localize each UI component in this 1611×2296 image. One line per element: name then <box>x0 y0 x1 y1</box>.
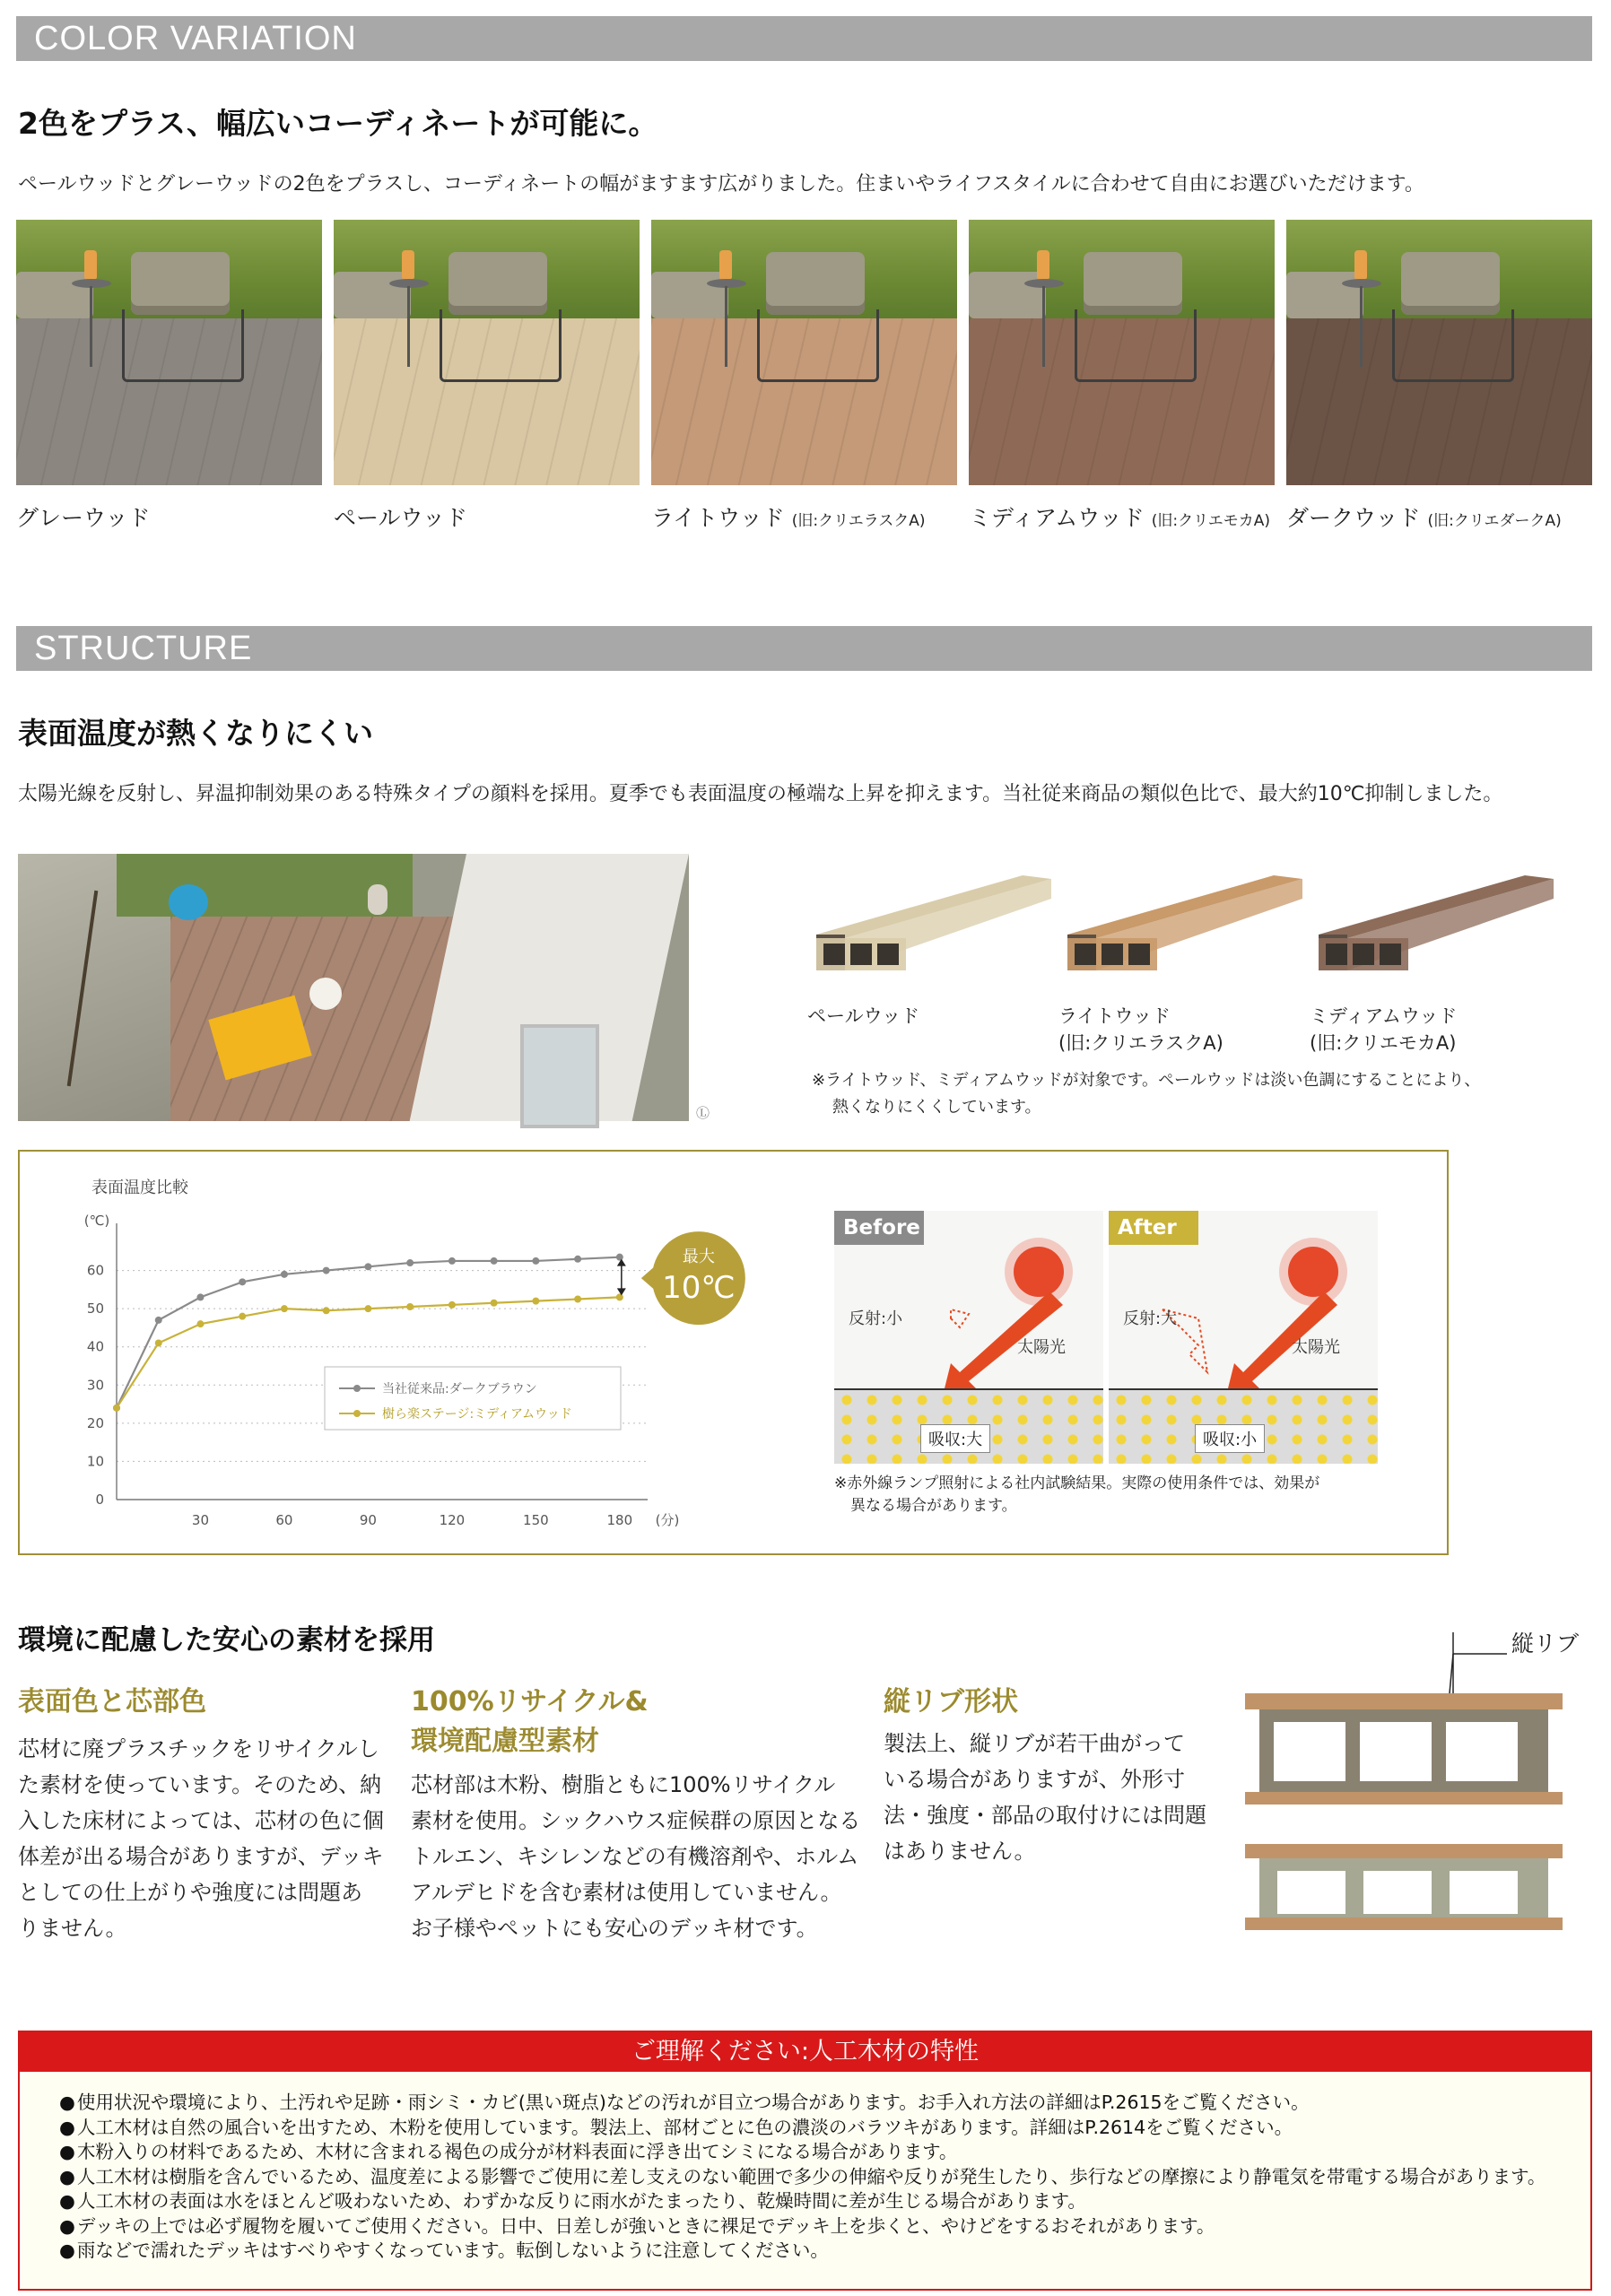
photo-mark: Ⓛ <box>696 1105 710 1121</box>
swatch-note: (旧:クリエラスクA) <box>791 512 926 530</box>
temperature-comparison-box <box>18 1150 1449 1555</box>
data-point <box>574 1256 581 1263</box>
notice-item: ● 木粉入りの材料であるため、木材に含まれる褐色の成分が材料表面に浮き出てシミになる場合があります。 <box>59 2140 1546 2165</box>
notice-box <box>18 2031 1592 2291</box>
bottle <box>1354 250 1367 279</box>
before-absorb-label: 吸収:大 <box>920 1424 990 1453</box>
bottle <box>84 250 97 279</box>
structure-heading: 表面温度が熱くなりにくい <box>18 716 373 751</box>
legend-label: 樹ら楽ステージ:ミディアムウッド <box>382 1407 572 1422</box>
data-point <box>113 1405 120 1412</box>
chair-frame <box>1075 309 1197 382</box>
x-tick-label: 120 <box>439 1512 466 1528</box>
chair-frame <box>757 309 879 382</box>
data-point <box>406 1303 414 1310</box>
x-tick-label: 90 <box>359 1512 377 1528</box>
col2-line: 素材を使用。シックハウス症候群の原因となる <box>411 1808 861 1833</box>
col3-line: はありません。 <box>884 1839 1036 1864</box>
after-tag: After <box>1109 1211 1198 1245</box>
col2-title-1: 100%リサイクル& <box>411 1686 649 1718</box>
section-header-color-variation: COLOR VARIATION <box>16 16 1592 61</box>
plank-note: (旧:クリエラスクA) <box>1058 1032 1223 1054</box>
chart-title: 表面温度比較 <box>91 1178 188 1197</box>
round-table <box>309 978 342 1010</box>
swatch-photo <box>16 220 322 485</box>
data-point <box>532 1298 539 1305</box>
notice-item: ● 雨などで濡れたデッキはすべりやすくなっています。転倒しないように注意してください。 <box>59 2239 1546 2264</box>
plank-name: ミディアムウッド <box>1310 1005 1458 1027</box>
swatch-photo <box>334 220 640 485</box>
table-leg <box>725 286 727 367</box>
sun-icon <box>1288 1247 1338 1297</box>
window <box>520 1024 599 1128</box>
table-leg <box>407 286 410 367</box>
data-point <box>196 1320 204 1327</box>
legend-label: 当社従来品:ダークブラウン <box>382 1382 537 1396</box>
data-point <box>323 1307 330 1314</box>
x-axis-unit: (分) <box>655 1512 680 1528</box>
table-leg <box>1042 286 1045 367</box>
x-tick-label: 60 <box>275 1512 293 1528</box>
data-point <box>281 1305 288 1312</box>
test-note-2: 異なる場合があります。 <box>850 1497 1017 1515</box>
data-point <box>196 1293 204 1300</box>
notice-title: ご理解ください:人工木材の特性 <box>20 2032 1590 2072</box>
rib-label: 縦リブ <box>1511 1631 1580 1657</box>
data-point <box>448 1257 456 1265</box>
plank-label <box>807 1003 919 1030</box>
notice-item: ● 人工木材は自然の風合いを出すため、木粉を使用しています。製法上、部材ごとに色の濃淡のバラツキがあります。詳細はP.2614をご覧ください。 <box>59 2116 1546 2141</box>
col2-line: お子様やペットにも安心のデッキ材です。 <box>411 1916 818 1941</box>
notice-item: ● 使用状況や環境により、土汚れや足跡・雨シミ・カビ(黒い斑点)などの汚れが目立つ場合があります。お手入れ方法の詳細はP.2615をご覧ください。 <box>59 2091 1546 2116</box>
bottle <box>1037 250 1049 279</box>
data-point <box>406 1259 414 1266</box>
notice-item: ● デッキの上では必ず履物を履いてご使用ください。日中、日差しが強いときに裸足でデッキ上を歩くと、やけどをするおそれがあります。 <box>59 2214 1546 2239</box>
materials-heading: 環境に配慮した安心の素材を採用 <box>18 1624 435 1657</box>
deck-scene-photo <box>18 854 689 1121</box>
y-tick-label: 50 <box>86 1300 104 1318</box>
col1-line: 芯材に廃プラスチックをリサイクルし <box>18 1736 379 1761</box>
swatch-photo <box>651 220 957 485</box>
before-tag: Before <box>834 1211 924 1245</box>
col3-line: 法・強度・部品の取付けには問題 <box>884 1803 1206 1828</box>
lounge-chair <box>448 252 547 315</box>
swatch-caption <box>651 500 926 533</box>
y-tick-label: 60 <box>86 1262 104 1279</box>
swatch-photo <box>969 220 1275 485</box>
chair-frame <box>122 309 244 382</box>
col1-line: りません。 <box>18 1916 127 1941</box>
table-leg <box>1360 286 1363 367</box>
col1-title: 表面色と芯部色 <box>18 1686 206 1718</box>
rib-section-lower <box>1245 1844 1563 1930</box>
color-variation-lead: ペールウッドとグレーウッドの2色をプラスし、コーディネートの幅がますます広がりました。住まいやライフスタイルに合わせて自由にお選びいただけます。 <box>18 173 1424 196</box>
data-point <box>239 1313 246 1320</box>
plank-name: ライトウッド <box>1058 1005 1171 1027</box>
x-tick-label: 150 <box>523 1512 549 1528</box>
col2-line: 芯材部は木粉、樹脂ともに100%リサイクル <box>411 1772 836 1797</box>
data-point <box>616 1254 623 1261</box>
x-tick-label: 180 <box>606 1512 633 1528</box>
col3-line: いる場合がありますが、外形寸 <box>884 1767 1185 1792</box>
before-panel <box>834 1211 1103 1462</box>
col2-line: アルデヒドを含む素材は使用していません。 <box>411 1880 842 1905</box>
col2-title-2: 環境配慮型素材 <box>411 1726 599 1757</box>
color-variation-heading: 2色をプラス、幅広いコーディネートが可能に。 <box>18 106 658 141</box>
test-note-1: ※赤外線ランプ照射による社内試験結果。実際の使用条件では、効果が <box>834 1474 1320 1492</box>
swatch-note: (旧:クリエダークA) <box>1427 512 1562 530</box>
legend-swatch-dot <box>353 1410 361 1417</box>
badge-top-label: 最大 <box>682 1248 715 1267</box>
notice-item: ● 人工木材は樹脂を含んでいるため、温度差による影響でご使用に差し支えのない範囲で多少の伸縮や反りが発生したり、歩行などの摩擦により静電気を帯電する場合があります。 <box>59 2165 1546 2190</box>
legend-swatch-dot <box>353 1385 361 1392</box>
lounge-chair <box>766 252 865 315</box>
swatch-caption <box>969 500 1270 533</box>
plank-label <box>1058 1003 1223 1057</box>
swatch-photo <box>1286 220 1592 485</box>
plank-label <box>1310 1003 1457 1057</box>
col1-line: た素材を使っています。そのため、納 <box>18 1772 382 1797</box>
after-reflect-label: 反射:大 <box>1123 1309 1178 1328</box>
data-point <box>616 1293 623 1300</box>
y-tick-label: 10 <box>86 1453 104 1470</box>
plank-note-2: 熱くなりにくくしています。 <box>832 1098 1041 1117</box>
swatch-name: ダークウッド <box>1286 505 1421 531</box>
notice-item: ● 人工木材の表面は水をほとんど吸わないため、わずかな反りに雨水がたまったり、乾燥時間に差が生じる場合があります。 <box>59 2189 1546 2214</box>
bottle <box>402 250 414 279</box>
plank-name: ペールウッド <box>807 1005 920 1027</box>
swatch-note: (旧:クリエモカA) <box>1151 512 1271 530</box>
rib-cross-section-figure <box>1238 1632 1579 1937</box>
swatch-name: ペールウッド <box>334 505 468 531</box>
section-header-structure: STRUCTURE <box>16 626 1592 671</box>
y-tick-label: 20 <box>86 1414 104 1431</box>
col2-line: トルエン、キシレンなどの有機溶剤や、ホルム <box>411 1844 859 1869</box>
swatch-caption <box>16 500 151 533</box>
after-absorb-label: 吸収:小 <box>1195 1424 1265 1453</box>
after-sunlight-label: 太陽光 <box>1292 1338 1340 1357</box>
rib-section-upper <box>1245 1693 1563 1805</box>
col1-line: 体差が出る場合がありますが、デッキ <box>18 1844 384 1869</box>
col3-body <box>884 1726 1206 1869</box>
col3-title: 縦リブ形状 <box>884 1686 1018 1718</box>
y-tick-label: 40 <box>86 1338 104 1355</box>
swatch-caption <box>1286 500 1562 533</box>
before-sunlight-label: 太陽光 <box>1017 1338 1066 1357</box>
y-tick-label: 0 <box>95 1492 104 1508</box>
data-point <box>155 1317 162 1324</box>
before-reflect-label: 反射:小 <box>849 1309 903 1328</box>
y-axis-unit: (℃) <box>83 1213 110 1229</box>
col1-line: 入した床材によっては、芯材の色に個 <box>18 1808 384 1833</box>
data-point <box>364 1305 371 1312</box>
data-point <box>448 1301 456 1309</box>
temperature-chart <box>20 1152 736 1546</box>
data-point <box>155 1339 162 1346</box>
plank-note-1: ※ライトウッド、ミディアムウッドが対象です。ペールウッドは淡い色調にすることにより、 <box>812 1071 1481 1090</box>
lounge-chair <box>1401 252 1500 315</box>
data-point <box>239 1278 246 1285</box>
after-panel <box>1109 1211 1378 1462</box>
plank-illustration <box>1058 872 1319 988</box>
data-point <box>323 1267 330 1274</box>
swatch-name: ミディアムウッド <box>969 505 1145 531</box>
data-point <box>491 1300 498 1307</box>
col2-body <box>411 1767 860 1946</box>
lounge-chair <box>131 252 230 315</box>
sun-icon <box>1014 1247 1064 1297</box>
data-point <box>574 1296 581 1303</box>
data-point <box>491 1257 498 1265</box>
plank-note: (旧:クリエモカA) <box>1310 1032 1457 1054</box>
blue-ball <box>169 884 208 920</box>
bottle <box>719 250 732 279</box>
table-leg <box>90 286 92 367</box>
swatch-name: グレーウッド <box>16 505 151 531</box>
structure-lead: 太陽光線を反射し、昇温抑制効果のある特殊タイプの顔料を採用。夏季でも表面温度の極端な上昇を抑えます。当社従来商品の類似色比で、最大約10℃抑制しました。 <box>18 783 1503 805</box>
y-tick-label: 30 <box>86 1377 104 1394</box>
data-point <box>532 1257 539 1265</box>
plank-illustration <box>1310 872 1570 988</box>
chair-frame <box>440 309 562 382</box>
notice-list <box>59 2091 1546 2264</box>
badge-value-label: 10℃ <box>662 1270 736 1307</box>
swatch-caption <box>334 500 467 533</box>
x-tick-label: 30 <box>191 1512 210 1528</box>
swatch-name: ライトウッド <box>651 505 785 531</box>
col1-line: としての仕上がりや強度には問題あ <box>18 1880 362 1905</box>
col3-line: 製法上、縦リブが若干曲がって <box>884 1731 1185 1756</box>
data-point <box>364 1263 371 1270</box>
lounge-chair <box>1084 252 1182 315</box>
chair-frame <box>1392 309 1514 382</box>
col1-body <box>18 1731 384 1946</box>
data-point <box>281 1271 288 1278</box>
plank-illustration <box>807 872 1067 988</box>
child-figure <box>368 884 388 915</box>
